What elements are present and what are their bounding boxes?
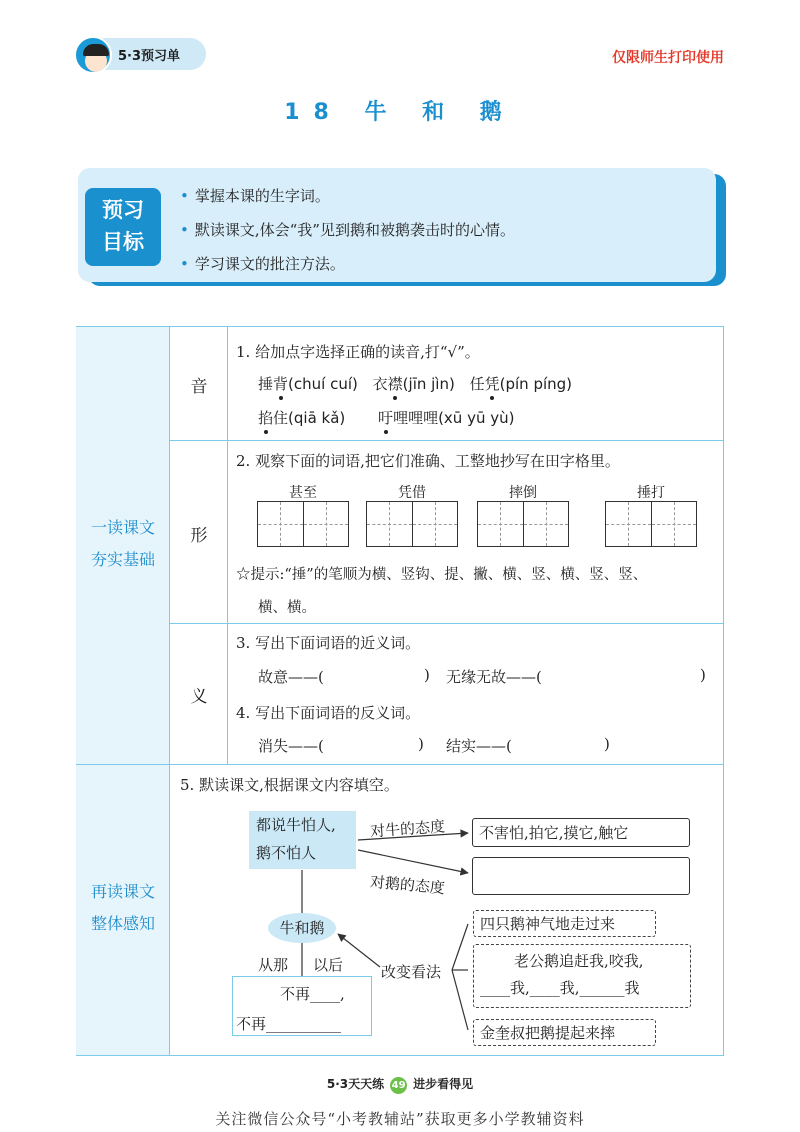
event-box-3: 金奎叔把鹅提起来摔: [473, 1019, 656, 1046]
goal-item: • 学习课文的批注方法。: [180, 255, 345, 273]
event-box-2[interactable]: [473, 944, 691, 1008]
pinyin-option[interactable]: (chuí cuí): [288, 375, 358, 393]
bullet-icon: •: [180, 255, 189, 273]
tian-word: 捶打: [637, 485, 665, 501]
question-3: 3. 写出下面词语的近义词。: [236, 634, 421, 652]
teacher-note: 仅限师生打印使用: [612, 50, 724, 66]
event2-line1: 老公鹅追赶我,咬我,: [514, 952, 644, 970]
pinyin-option[interactable]: (jīn jìn): [402, 375, 455, 393]
tian-word: 甚至: [289, 485, 317, 501]
event2-line2[interactable]: ____我,____我,______我: [480, 979, 640, 997]
section1-label-line1: 一读课文: [90, 518, 155, 537]
center-ellipse: 牛和鹅: [268, 913, 336, 943]
claim-box: 都说牛怕人, 鹅不怕人: [249, 811, 356, 869]
attitude-cow-label: 对牛的态度: [369, 817, 446, 841]
brace-line: [452, 970, 468, 1030]
dotted-char: 吁: [378, 409, 394, 427]
goals-tag-line1: 预习: [102, 198, 144, 222]
pinyin-row-2: 掐住(qiā kǎ) 吁哩哩哩(xū yū yù): [258, 409, 515, 427]
blank-close: ): [700, 666, 706, 684]
answer-goose-box[interactable]: [472, 857, 690, 895]
page-number: 49: [390, 1077, 407, 1094]
antonym-blank-1[interactable]: 消失——(: [258, 737, 324, 755]
after-label: 以后: [313, 956, 344, 974]
brace-line: [452, 924, 468, 970]
pinyin-option[interactable]: (qiā kǎ): [288, 409, 346, 427]
stroke-tip-line1: ☆提示:“捶”的笔顺为横、竖钩、提、撇、横、竖、横、竖、竖、: [236, 567, 648, 583]
section2-label-line2: 整体感知: [90, 914, 155, 933]
event-box-1: 四只鹅神气地走过来: [473, 910, 656, 937]
section2-label-line1: 再读课文: [90, 882, 155, 901]
pinyin-option[interactable]: (xū yū yù): [438, 409, 515, 427]
tian-word: 凭借: [398, 485, 426, 501]
attitude-goose-label: 对鹅的态度: [369, 872, 446, 898]
change-view-label: 改变看法: [381, 963, 442, 981]
question-2: 2. 观察下面的词语,把它们准确、工整地抄写在田字格里。: [236, 452, 620, 470]
question-4: 4. 写出下面词语的反义词。: [236, 704, 421, 722]
blank-close: ): [424, 666, 430, 684]
section1-label-line2: 夯实基础: [90, 550, 155, 569]
pinyin-option[interactable]: (pín píng): [499, 375, 573, 393]
dotted-char: 襟: [387, 375, 403, 393]
antonym-blank-2[interactable]: 结实——(: [446, 737, 512, 755]
dotted-char: 掐: [258, 409, 274, 427]
series-label: 5·3预习单: [118, 49, 181, 64]
stroke-tip-line2: 横、横。: [258, 600, 316, 616]
from-then-label: 从那: [258, 956, 289, 974]
blank-close: ): [418, 735, 424, 753]
dotted-char: 凭: [484, 375, 500, 393]
bullet-icon: •: [180, 221, 189, 239]
arrow-to-goose-attitude: [358, 850, 468, 873]
question-1: 1. 给加点字选择正确的读音,打“√”。: [236, 343, 480, 361]
pinyin-row-1: 捶背(chuí cuí) 衣襟(jīn jìn) 任凭(pín píng): [258, 375, 573, 393]
arrow-to-center: [338, 934, 380, 967]
category-xing: 形: [190, 526, 208, 546]
fill-line2[interactable]: 不再__________: [236, 1015, 342, 1033]
question-5: 5. 默读课文,根据课文内容填空。: [180, 776, 399, 794]
goals-tag-line2: 目标: [102, 230, 144, 254]
fill-line1[interactable]: 不再____,: [280, 985, 345, 1003]
synonym-blank-1[interactable]: 故意——(: [258, 668, 324, 686]
tian-word: 摔倒: [509, 485, 537, 501]
bottom-note: 关注微信公众号“小考教辅站”获取更多小学教辅资料: [215, 1110, 585, 1128]
blank-close: ): [604, 735, 610, 753]
dotted-char: 背: [273, 375, 289, 393]
footer-left: 5·3天天练: [326, 1077, 385, 1091]
lesson-title: 18 牛 和 鹅: [284, 100, 516, 125]
synonym-blank-2[interactable]: 无缘无故——(: [446, 668, 542, 686]
goal-item: • 默读课文,体会“我”见到鹅和被鹅袭击时的心情。: [180, 221, 515, 239]
bullet-icon: •: [180, 187, 189, 205]
footer-right: 进步看得见: [413, 1077, 474, 1091]
answer-cow-box: 不害怕,拍它,摸它,触它: [472, 818, 690, 847]
goal-item: • 掌握本课的生字词。: [180, 187, 330, 205]
category-yi: 义: [190, 687, 208, 707]
category-yin: 音: [190, 377, 208, 397]
footer: [0, 1075, 800, 1094]
